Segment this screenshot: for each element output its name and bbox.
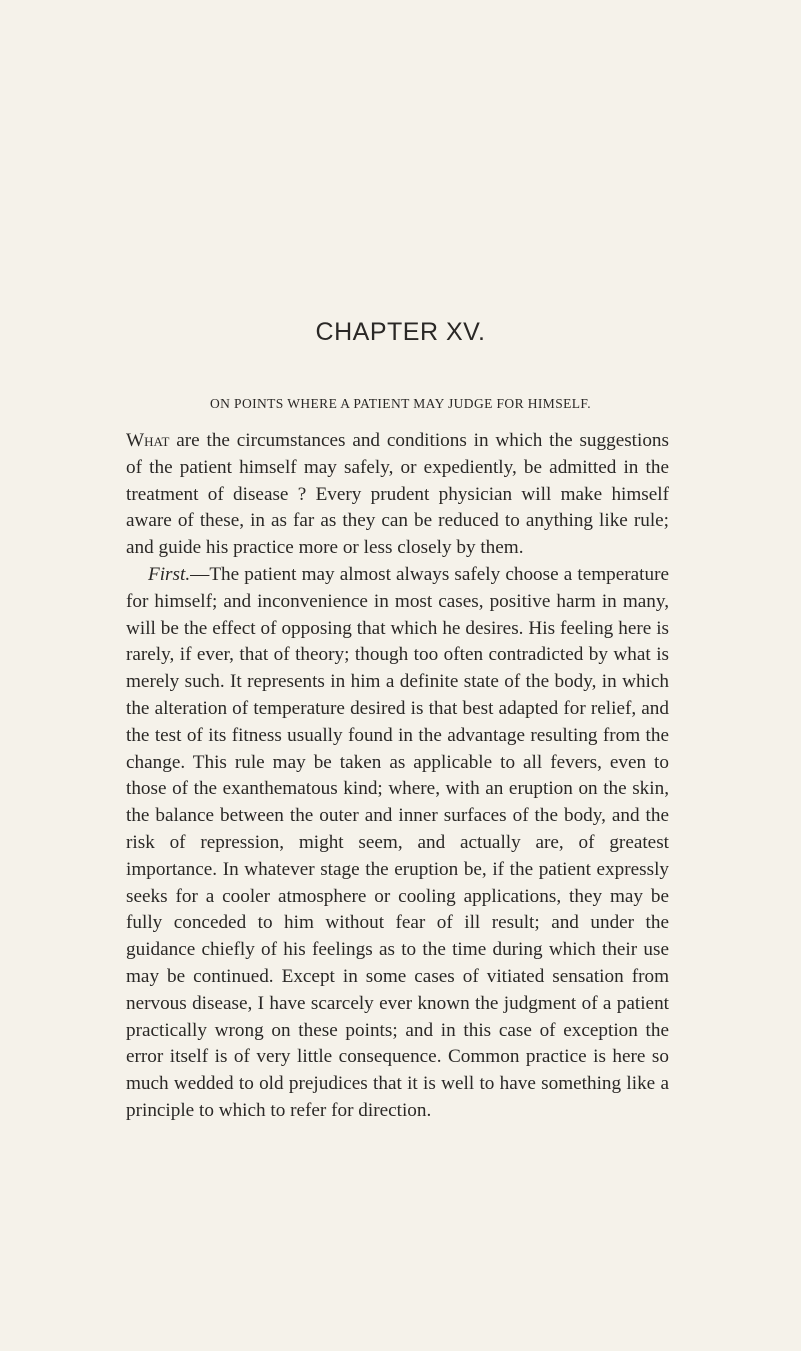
run-in-heading: First. [148,563,191,585]
paragraph-first-text: —The patient may almost always safely choose a temperature for himself; and inconvenience in most cases, positive harm in many, will be the effect of opposing that which he desires. His feeling here is rarely, if ever, that of theory; though too often contradicted by what is merely such. It represents in him a definite state of the body, in which the alteration of temperature desired is that best adapted for relief, and the test of its fitness usually found in the advantage resulting from the change. This rule may be taken as applicable to all fevers, even to those of the exanthematous kind; where, with an eruption on the skin, the balance between the outer and inner surfaces of the body, and the risk of repression, might seem, and actually are, of greatest importance. In whatever stage the eruption be, if the patient expressly seeks for a cooler atmosphere or cooling applications, they may be fully conceded to him without fear of ill result; and under the guidance chiefly of his feelings as to the time during which their use may be continued. Except in some cases of vitiated sensation from nervous disease, I have scarcely ever known the judgment of a patient practically wrong on these points; and in this case of exception the error itself is of very little consequence. Common practice is here so much wedded to old prejudices that it is well to have something like a principle to which to refer for direction. [126,563,669,1121]
opening-word: What [126,430,170,451]
paragraph-intro-text: are the circumstances and conditions in which the suggestions of the patient himself may safely, or expediently, be admitted in the treatment of disease ? Every prudent physician will make himself aware of these, in as far as they can be reduced to anything like rule; and guide his practice more or less closely by them. [126,430,669,559]
paragraph-first [126,562,669,1125]
chapter-title: CHAPTER XV. [315,318,486,346]
paragraph-intro [126,428,669,562]
chapter-subtitle: ON POINTS WHERE A PATIENT MAY JUDGE FOR HIMSELF. [209,396,592,411]
body-text [126,428,669,1125]
